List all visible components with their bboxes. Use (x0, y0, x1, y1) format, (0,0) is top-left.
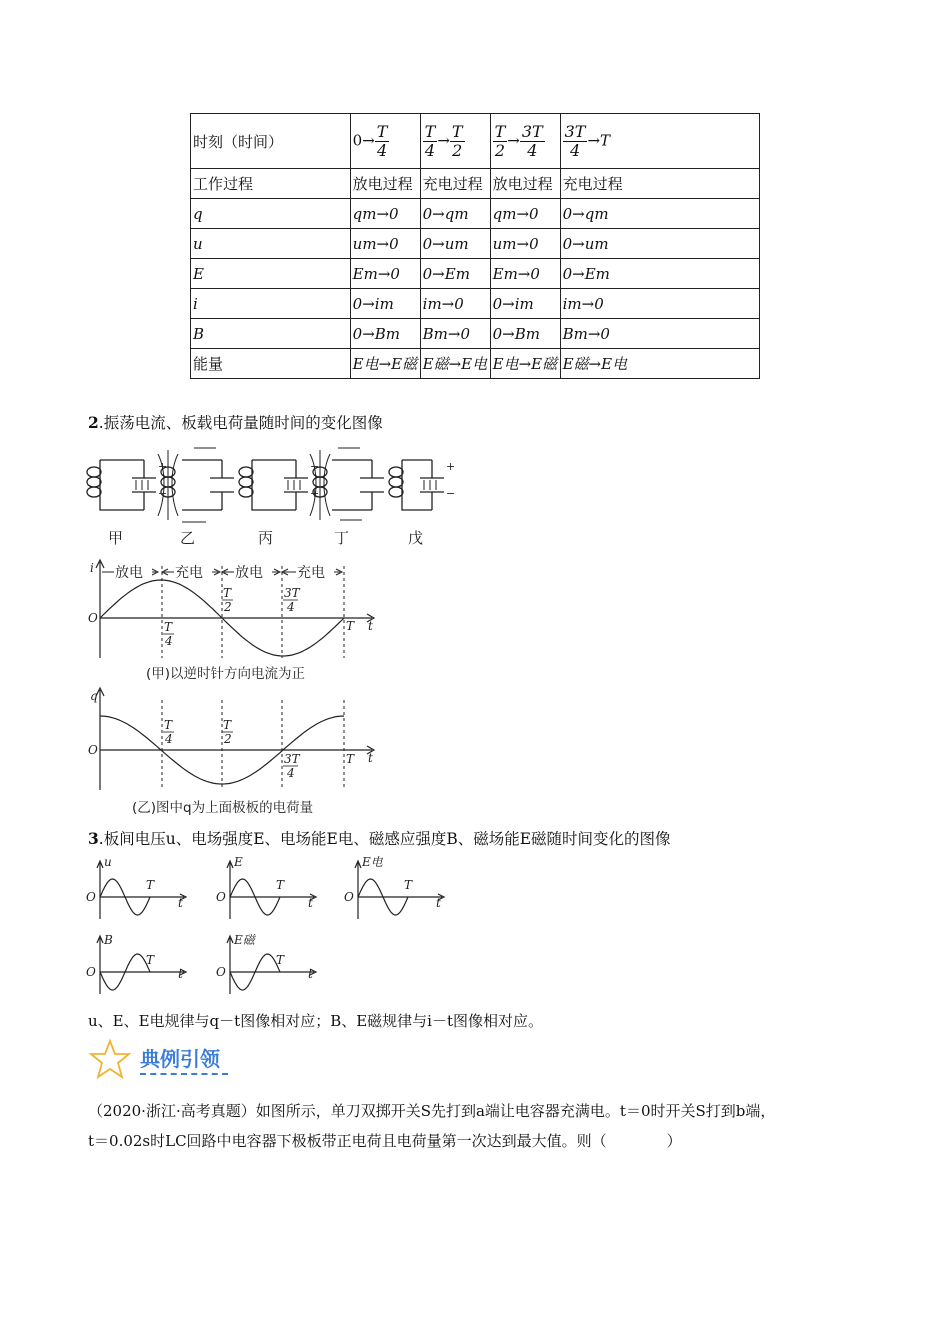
table-cell: E磁→E电 (560, 349, 759, 379)
t-axis-label: t (308, 967, 313, 981)
lc-oscillation-table (190, 113, 760, 379)
origin-label: O (88, 743, 98, 757)
svg-text:+: + (310, 487, 320, 500)
table-cell: Em→0 (490, 259, 560, 289)
table-cell: qm→0 (490, 199, 560, 229)
table-cell: Bm→0 (420, 319, 490, 349)
circuit-label-yi: 乙 (180, 529, 196, 547)
tick-quarter-den: 4 (165, 732, 173, 746)
table-row (191, 319, 760, 349)
tick-3quarter-num: 3T (284, 586, 300, 600)
t-axis-label: t (368, 751, 373, 765)
period-label: T (146, 953, 155, 967)
table-row (191, 349, 760, 379)
table-row (191, 289, 760, 319)
t-axis-label: t (368, 619, 373, 633)
table-cell: 0→qm (560, 199, 759, 229)
table-cell: 0→um (420, 229, 490, 259)
table-cell: um→0 (490, 229, 560, 259)
mini-graph-B-label: B (104, 933, 113, 947)
tick-3quarter-den: 4 (287, 600, 295, 614)
table-cell: 0→qm (420, 199, 490, 229)
table-cell: 充电过程 (560, 169, 759, 199)
phase-label: 放电 (115, 565, 143, 581)
banner-underline (140, 1073, 228, 1075)
star-icon (88, 1038, 132, 1080)
example-banner (88, 1038, 268, 1080)
table-cell: 0→im (350, 289, 420, 319)
section-2-heading: 2.振荡电流、板载电荷量随时间的变化图像 (88, 413, 383, 432)
circuit-label-jia: 甲 (108, 529, 124, 547)
section-3-heading: 3.板间电压u、电场强度E、电场能E电、磁感应强度B、磁场能E磁随时间变化的图像 (88, 829, 671, 848)
tick-3quarter-den: 4 (287, 766, 295, 780)
circuit-ding (310, 448, 384, 520)
mini-u-axes (97, 861, 186, 919)
example-question-line1: （2020·浙江·高考真题）如图所示，单刀双掷开关S先打到a端让电容器充满电。t＝0时开关S打到b端， (88, 1102, 776, 1120)
circuit-jia (87, 460, 156, 510)
table-row (191, 259, 760, 289)
svg-text:−: − (446, 487, 456, 500)
tick-quarter-den: 4 (165, 634, 173, 648)
row-label: 能量 (191, 349, 351, 379)
tick-period: T (346, 619, 355, 633)
tick-quarter-num: T (164, 620, 173, 634)
table-cell: 充电过程 (420, 169, 490, 199)
table-cell: Bm→0 (560, 319, 759, 349)
table-cell: 放电过程 (350, 169, 420, 199)
t-axis-label: t (308, 896, 313, 910)
table-cell: um→0 (350, 229, 420, 259)
row-label: E (191, 259, 351, 289)
circuit-wu (389, 460, 444, 510)
origin-label: O (344, 890, 354, 904)
table-row (191, 229, 760, 259)
mini-E-axes (227, 861, 316, 919)
svg-text:+: + (446, 460, 456, 473)
period-label: T (404, 878, 413, 892)
table-cell: 0→Bm (490, 319, 560, 349)
phase-label: 充电 (297, 565, 325, 581)
tick-half-num: T (223, 718, 232, 732)
i-axis-label: i (90, 561, 94, 575)
table-cell: Em→0 (350, 259, 420, 289)
table-cell: 0→Bm (350, 319, 420, 349)
table-cell: 放电过程 (490, 169, 560, 199)
header-cell-3: $\frac{T}{2}$ → $\frac{3T}{4}$ (490, 114, 560, 169)
mini-Eelec-axes (355, 861, 444, 919)
lc-circuit-figure (82, 440, 462, 550)
circuit-yi (158, 448, 234, 522)
header-cell-4: $\frac{3T}{4}$ →T (560, 114, 759, 169)
header-cell-2: $\frac{T}{4}$ → $\frac{T}{2}$ (420, 114, 490, 169)
mini-graph-Eelec-label: E电 (362, 855, 383, 869)
tick-half-num: T (223, 586, 232, 600)
example-question-line2: t＝0.02s时LC回路中电容器下极板带正电荷且电荷量第一次达到最大值。则（ ） (88, 1132, 682, 1150)
origin-label: O (216, 890, 226, 904)
phase-label: 充电 (175, 565, 203, 581)
table-cell: 0→um (560, 229, 759, 259)
table-cell: im→0 (420, 289, 490, 319)
charge-time-graph (82, 686, 392, 818)
origin-label: O (88, 611, 98, 625)
row-label: q (191, 199, 351, 229)
tick-quarter-num: T (164, 718, 173, 732)
row-label: B (191, 319, 351, 349)
charge-graph-caption: (乙)图中q为上面极板的电荷量 (132, 800, 314, 816)
current-graph-caption: (甲)以逆时针方向电流为正 (146, 666, 306, 682)
tick-3quarter-num: 3T (284, 752, 300, 766)
table-cell: 0→Em (420, 259, 490, 289)
current-time-graph (82, 556, 392, 686)
svg-text:−: − (158, 487, 168, 500)
t-axis-label: t (178, 896, 183, 910)
header-label: 时刻（时间） (191, 114, 351, 169)
circuit-label-wu: 戊 (408, 529, 424, 547)
banner-title: 典例引领 (140, 1047, 220, 1071)
row-label: 工作过程 (191, 169, 351, 199)
table-cell: E电→E磁 (350, 349, 420, 379)
origin-label: O (216, 965, 226, 979)
circuit-label-bing: 丙 (258, 529, 274, 547)
table-cell: E磁→E电 (420, 349, 490, 379)
circuit-label-ding: 丁 (334, 529, 350, 547)
tick-half-den: 2 (224, 600, 232, 614)
table-header-row (191, 114, 760, 169)
row-label: u (191, 229, 351, 259)
phase-label: 放电 (235, 565, 263, 581)
table-cell: im→0 (560, 289, 759, 319)
table-cell: E电→E磁 (490, 349, 560, 379)
table-cell: qm→0 (350, 199, 420, 229)
t-axis-label: t (178, 967, 183, 981)
period-label: T (276, 878, 285, 892)
q-axis-label: q (90, 689, 98, 703)
table-cell: 0→im (490, 289, 560, 319)
tick-half-den: 2 (224, 732, 232, 746)
svg-text:−: − (310, 460, 320, 473)
period-label: T (276, 953, 285, 967)
header-cell-1: 0→ $\frac{T}{4}$ (350, 114, 420, 169)
svg-text:+: + (158, 460, 168, 473)
origin-label: O (86, 965, 96, 979)
mini-graph-u-label: u (104, 855, 112, 869)
circuit-bing (239, 460, 308, 510)
mini-graphs-figure (82, 852, 462, 1002)
tick-period: T (346, 752, 355, 766)
period-label: T (146, 878, 155, 892)
row-label: i (191, 289, 351, 319)
mini-graph-Emag-label: E磁 (234, 933, 255, 947)
t-axis-label: t (436, 896, 441, 910)
origin-label: O (86, 890, 96, 904)
mini-graph-E-label: E (234, 855, 243, 869)
table-cell: 0→Em (560, 259, 759, 289)
table-row (191, 199, 760, 229)
section-3-summary: u、E、E电规律与q－t图像相对应；B、E磁规律与i－t图像相对应。 (88, 1012, 543, 1030)
table-row (191, 169, 760, 199)
